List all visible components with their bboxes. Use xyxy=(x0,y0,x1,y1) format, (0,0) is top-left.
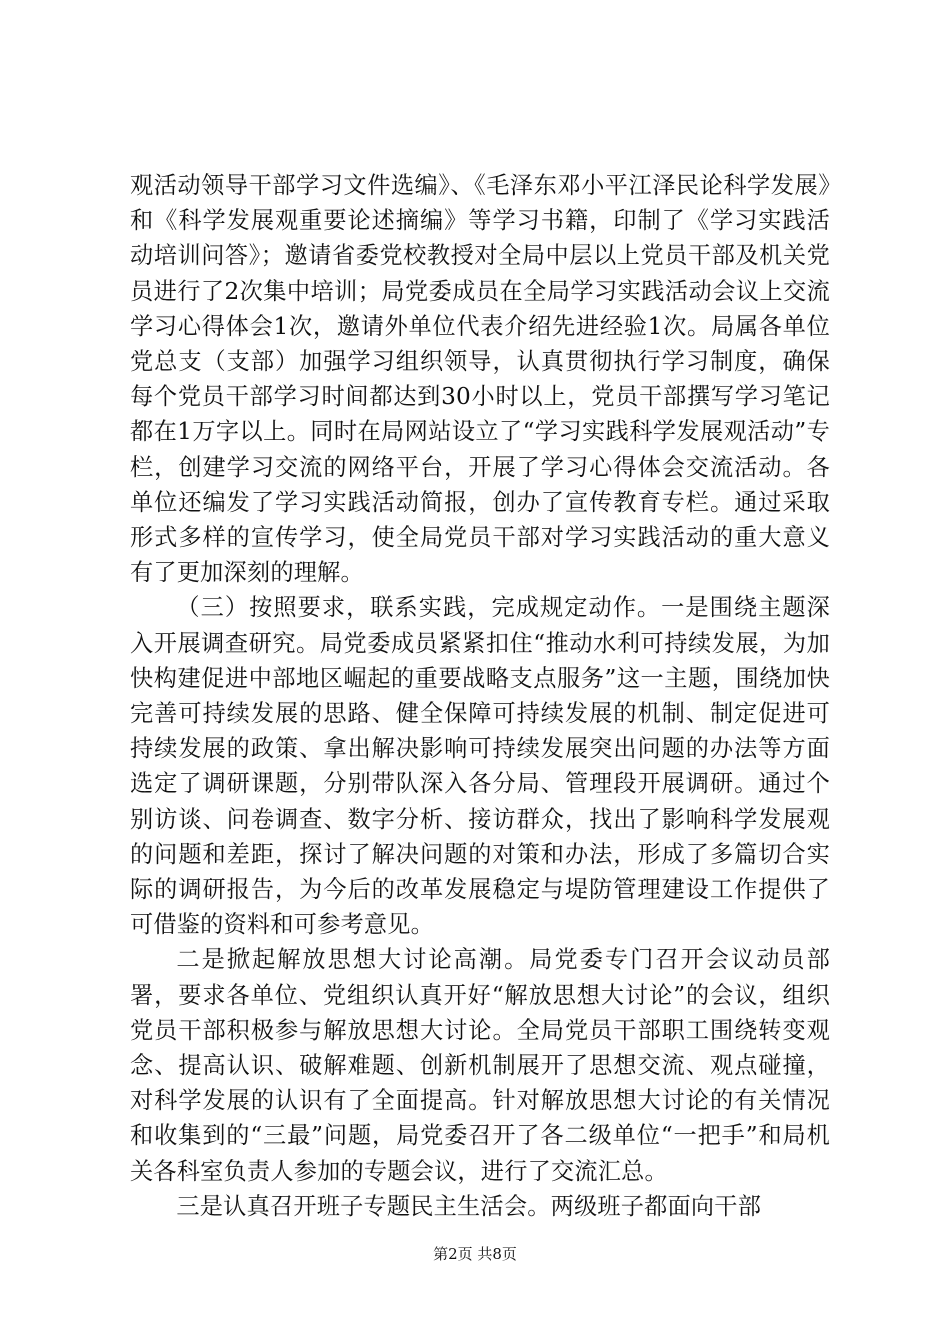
paragraph-item-three: 三是认真召开班子专题民主生活会。两级班子都面向干部 xyxy=(176,1192,762,1220)
paragraph-item-two: 二是掀起解放思想大讨论高潮。局党委专门召开会议动员部署，要求各单位、党组织认真开好“解放思想大讨论”的会议，组织党员干部积极参与解放思想大讨论。全局党员干部职工围绕转变观念、提高认识、破解难题、创新机制展开了思想交流、观点碰撞，对科学发展的认识有了全面提高。针对解放思想大讨论的有关情况和收集到的“三最”问题，局党委召开了各二级单位“一把手”和局机关各科室负责人参加的专题会议，进行了交流汇总。 xyxy=(130,946,830,1185)
page-number-footer: 第2页 共8页 xyxy=(433,1245,517,1263)
paragraph-section-three: （三）按照要求，联系实践，完成规定动作。一是围绕主题深入开展调查研究。局党委成员紧紧扣住“推动水利可持续发展，为加快构建促进中部地区崛起的重要战略支点服务”这一主题，围绕加快完善可持续发展的思路、健全保障可持续发展的机制、制定促进可持续发展的政策、拿出解决影响可持续发展突出问题的办法等方面选定了调研课题，分别带队深入各分局、管理段开展调研。通过个别访谈、问卷调查、数字分析、接访群众，找出了影响科学发展观的问题和差距，探讨了解决问题的对策和办法，形成了多篇切合实际的调研报告，为今后的改革发展稳定与堤防管理建设工作提供了可借鉴的资料和可参考意见。 xyxy=(130,594,830,939)
body-text xyxy=(130,168,830,1224)
paragraph-continued: 观活动领导干部学习文件选编》、《毛泽东邓小平江泽民论科学发展》和《科学发展观重要论述摘编》等学习书籍，印制了《学习实践活动培训问答》；邀请省委党校教授对全局中层以上党员干部及机关党员进行了2次集中培训；局党委成员在全局学习实践活动会议上交流学习心得体会1次，邀请外单位代表介绍先进经验1次。局属各单位党总支（支部）加强学习组织领导，认真贯彻执行学习制度，确保每个党员干部学习时间都达到30小时以上，党员干部撰写学习笔记都在1万字以上。同时在局网站设立了“学习实践科学发展观活动”专栏，创建学习交流的网络平台，开展了学习心得体会交流活动。各单位还编发了学习实践活动简报，创办了宣传教育专栏。通过采取形式多样的宣传学习，使全局党员干部对学习实践活动的重大意义有了更加深刻的理解。 xyxy=(130,172,830,587)
